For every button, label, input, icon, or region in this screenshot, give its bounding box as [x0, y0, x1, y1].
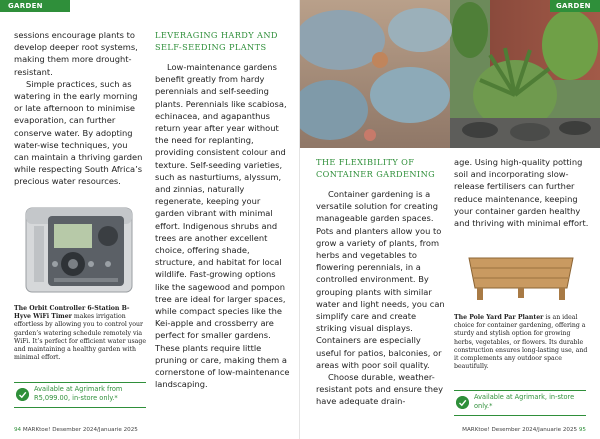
publication-name: MARKtoe! Desember 2024/Januarie 2025 [462, 427, 578, 433]
garden-photo [300, 0, 600, 148]
page-number: 95 [578, 427, 586, 433]
publication-name: MARKtoe! Desember 2024/Januarie 2025 [22, 427, 138, 433]
left-column-1 [14, 29, 144, 188]
product-name: The Pole Yard Par Planter [454, 314, 544, 321]
body-text: Container gardening is a versatile solution for creating manageable garden spaces. Pots and planters allow you to grow a variety of plants, from herbs and vegetables to flowering perennials, in a controlled environment. By grouping plants with similar water and light needs, you can simplify care and create striking visual displays. Containers are especially useful for patios, balconies, or areas with poor soil quality. [316, 189, 445, 370]
page-footer [14, 427, 138, 433]
section-heading: LEVERAGING HARDY AND SELF-SEEDING PLANTS [155, 30, 278, 52]
body-text: Choose durable, weather-resistant pots and ensure they have adequate drain- [316, 372, 444, 407]
body-text: age. Using high-quality potting soil and incorporating slow-release fertilisers can further reduce maintenance, keeping your container garden healthy and thriving with minimal effort. [454, 157, 589, 229]
availability-text: Available at Agrimark, in-store only.* [474, 393, 575, 410]
right-column-2 [454, 156, 590, 229]
page-number: 94 [14, 427, 22, 433]
page-footer [462, 427, 586, 433]
product-description: is an ideal choice for container gardening, offering a sturdy and stylish option for growing herbs, vegetables, or flowers. Its durable construction ensures long-lasting use, and it complements any outdoor space beautifully. [454, 314, 588, 371]
agrimark-badge-icon [16, 388, 29, 401]
orbit-timer-image [20, 204, 138, 296]
product-caption [14, 305, 146, 362]
left-column-2 [155, 29, 290, 390]
body-text: sessions encourage plants to develop deeper root systems, making them more drought-resistant. [14, 30, 138, 77]
section-heading: THE FLEXIBILITY OF CONTAINER GARDENING [316, 157, 436, 179]
product-description: makes irrigation effortless by allowing you to control your garden’s watering schedule remotely via WiFi. It’s perfect for efficient water usage and maintaining a healthy garden with minimal effort. [14, 313, 146, 362]
right-page [300, 0, 600, 439]
body-text: Simple practices, such as watering in the early morning or late afternoon to minimise evaporation, can further conserve water. By adopting water-wise techniques, you can maintain a thriving garden while respecting South Africa’s precious water resources. [14, 78, 143, 187]
agrimark-badge-icon [456, 396, 469, 409]
availability-text: Available at Agrimark from R5,099.00, in-store only.* [34, 385, 123, 402]
body-text: Low-maintenance gardens benefit greatly from hardy perennials and self-seeding plants. Perennials like scabiosa, echinacea, and agapanthus return year after year without the need for replanting, providing consistent colour and texture. Self-seeding varieties, such as nasturtiums, alyssum, and zinnias, naturally regenerate, keeping your garden vibrant with minimal effort. Indigenous shrubs and trees are another excellent choice, offering shade, structure, and habitat for local wildlife. Fast-growing options like the sagewood and pompon tree are ideal for larger spaces, while compact species like the Kei-apple and crossberry are perfect for smaller gardens. These plants require little pruning or care, making them a cornerstone of low-maintenance landscaping. [155, 62, 290, 390]
right-column-1 [316, 156, 446, 408]
planter-image [463, 252, 579, 302]
section-tab: GARDEN [0, 0, 70, 12]
section-tab: GARDEN [550, 0, 600, 12]
product-name: The Orbit Controller 6-Station B-Hyve WiFi Timer [14, 305, 130, 321]
product-caption [454, 314, 588, 371]
